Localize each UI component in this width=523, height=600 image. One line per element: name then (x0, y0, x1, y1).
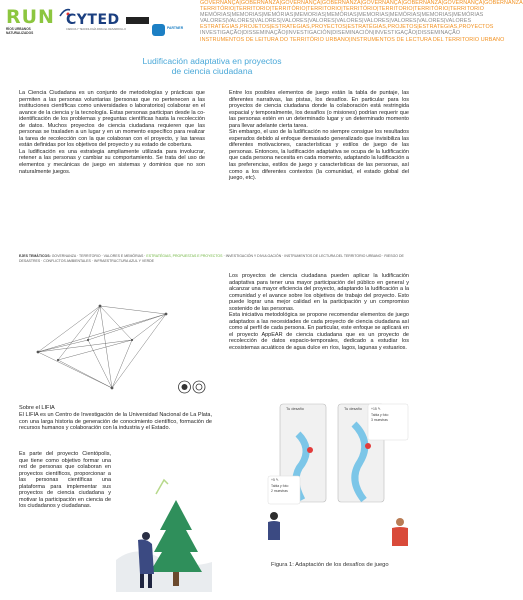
game-elements-paragraph: Entre los posibles elementos de juego están la tabla de puntaje, las diferentes narrativas, las pistas, los desafíos. En particular para los proyectos de ciencia ciudadana donde la colaboración está restringida espacial y temporalmente, los desafíos (o misiones) podrían requerir que las personas estén en un determinado lugar y un determinado momento para llevar adelante cierta tarea. (229, 90, 409, 129)
application-column (229, 273, 409, 352)
tree-person-illustration (116, 474, 212, 592)
figure-samples-label: 3 muestras (371, 418, 388, 423)
challenges-figure (268, 404, 414, 564)
run-logo-text: RUN (6, 6, 55, 28)
partner-label: PARTNER (167, 26, 184, 30)
figure-right-callout (371, 407, 388, 424)
intro-column (19, 90, 205, 175)
thematic-axes-highlight: ESTRATÉGIAS, PROPUESTAS E PROYECTOS (146, 254, 223, 258)
figure-photo-label: Tabla y foto (271, 483, 289, 488)
figure-points-label: +15 ✎ (371, 407, 381, 411)
keyword-line: GOVERNANÇA|GOBERNANZA|GOVERNANÇA|GOBERNANZA|GOVERNANÇA|GOBERNANZA|GOVERNANÇA|GOBERNANZA (200, 0, 523, 6)
partner-logo (152, 24, 192, 36)
title-line-1: Ludificación adaptativa en proyectos (142, 56, 282, 66)
keyword-line: TERRITÓRIO|TERRITORIO|TERRITÓRIO|TERRITORIO|TERRITÓRIO|TERRITORIO|TERRITÓRIO|TERRITORIO (200, 6, 485, 13)
keyword-banner (200, 0, 523, 49)
cientopolis-column (19, 451, 111, 510)
sponsor-logo (126, 17, 149, 24)
thematic-axes (19, 254, 411, 263)
partner-badge-icon (152, 24, 165, 36)
keyword-line: ESTRATÉGIAS,PROJETOS|ESTRATEGIAS,PROYECTOS|ESTRATÉGIAS,PROJETOS|ESTRATEGIAS,PROYECTOS (200, 24, 494, 31)
figure-photo-label: Tabla y foto (371, 412, 389, 417)
lifia-paragraph: El LIFIA es un Centro de Investigación de la Universidad Nacional de La Plata, con una larga historia de generación de conocimiento científico, formación de recursos humanos y colaboración con la industria y el Estado. (19, 412, 212, 432)
keyword-line: INSTRUMENTOS DE LEITURA DO TERRITÓRIO URBANO|INSTRUMENTOS DE LECTURA DEL TERRITORIO URBANO (200, 36, 505, 43)
university-seals-icon (178, 380, 206, 394)
run-logo (6, 6, 55, 36)
figure-right-title: Tu desafío (344, 407, 362, 411)
lifia-intro (19, 412, 212, 432)
adaptive-paragraph: Sin embargo, el uso de la ludificación no siempre consigue los resultados esperados debido al enfoque demasiado generalizado que invisibiliza las diferentes motivaciones, características y estilos de juego de las personas. Entonces, la ludificación adaptativa se ocupa de la ludificación que cada persona necesita en cada momento, adaptando la ludificación a las preferencias, estilos de juego y características de las personas, así como a los diferentes contextos (la comunidad, el estado global del juego, etc). (229, 129, 409, 182)
elements-column (229, 90, 409, 182)
keyword-line: VALORES|VALORES|VALORES|VALORES|VALORES|VALORES|VALORES|VALORES|VALORES|VALORES (200, 18, 472, 25)
thematic-axes-after: · INVESTIGACIÓN Y DIVULGACIÓN · INSTRUMENTOS DE LECTURA DEL TERRITORIO URBANO · RIESGO DE DESASTRES · CONFLICTOS AMBIENTALES · INFRAESTRUCTURA AZUL Y VERDE (19, 254, 404, 263)
cientopolis-paragraph: Es parte del proyecto Cientópolis, que tiene como objetivo formar una red de personas que colaboran en proyectos científicos, proporcionar a las personas científicas una plataforma para implementar sus proyectos de ciencia ciudadana y motivar la participación en ciencia de los ciudadanos y ciudadanas. (19, 451, 111, 510)
figure-points-label: +5 ✎ (271, 478, 279, 482)
keyword-line: MEMÓRIAS|MEMORIAS|MEMÓRIAS|MEMORIAS|MEMÓRIAS|MEMORIAS|MEMÓRIAS|MEMORIAS|MEMÓRIAS (200, 12, 484, 19)
page-title (90, 56, 334, 76)
header (0, 0, 523, 48)
run-logo-subtitle: RÍOS URBANOS NATURALIZADOS (6, 27, 34, 35)
cyted-logo-text: CYTED (66, 12, 120, 28)
appear-paragraph: Esta iniciativa metodológica se propone recomendar elementos de juego adaptados a las necesidades de cada proyecto de ciencia ciudadana así como al perfil de cada persona. En particular, este enfoque se aplicará en el proyecto AppEAR de ciencia ciudadana que es un proyecto de recolección de datos espacio-temporales, dedicado a estudiar los ecosistemas acuáticos de agua dulce en ríos, lagos, lagunas y estuarios. (229, 312, 409, 352)
cyted-logo (66, 13, 126, 31)
figure-left-callout (271, 478, 288, 495)
network-illustration (28, 300, 176, 392)
gamification-paragraph: La ludificación es una estrategia ampliamente utilizada para involucrar, retener a las personas y cambiar su comportamiento. Se trata del uso de elementos y mecánicas de juego en sistemas y dominios que no son naturalmente juegos. (19, 148, 205, 175)
figure-samples-label: 2 muestras (271, 489, 288, 494)
thematic-axes-before: GOVERNANZA · TERRITORIO · VALORES E MEMÓRIAS · (51, 254, 146, 258)
keyword-line: INVESTIGAÇÃO|DISSEMINAÇÃO|INVESTIGACIÓN|DISEMINACIÓN|INVESTIGAÇÃO|DISSEMINAÇÃO (200, 30, 461, 37)
lifia-heading: Sobre el LIFIA (19, 405, 55, 411)
figure-left-title: Tu desafío (286, 407, 304, 411)
thematic-axes-label: EJES TEMÁTICOS: (19, 254, 51, 258)
application-paragraph: Los proyectos de ciencia ciudadana pueden aplicar la ludificación adaptativa para tener una mayor participación del público en general y alcanzar una mayor eficiencia del proyecto, adaptando la ludificación a la comunidad y el avance sobre los objetivos de trabajo del proyecto. Esto puede lograr una mejor calidad en la participación y un compromiso sostenido de las personas. (229, 273, 409, 312)
title-line-2: de ciencia ciudadana (171, 66, 253, 76)
cyted-logo-subtitle: CIENCIA Y TECNOLOGÍA PARA EL DESARROLLO (66, 28, 126, 31)
intro-paragraph: La Ciencia Ciudadana es un conjunto de metodologías y prácticas que permiten a las personas voluntarias (personas que no pertenecen a las instituciones científicas como universidades o laboratorios) colaborar en el avance de la ciencia y la tecnología. Estas personas participan desde la co-identificación de los problemas y preguntas científicas hasta la recolección de datos. Muchos proyectos de ciencia ciudadana requieren que las personas se trasladen a un lugar y en un momento específico para realizar la tarea de recolección con la que colaboran con el proyecto, y las tareas están definidas por los objetivos del proyecto y su estado de cobertura. (19, 90, 205, 149)
figure-caption: Figura 1: Adaptación de los desafíos de juego (271, 562, 389, 568)
